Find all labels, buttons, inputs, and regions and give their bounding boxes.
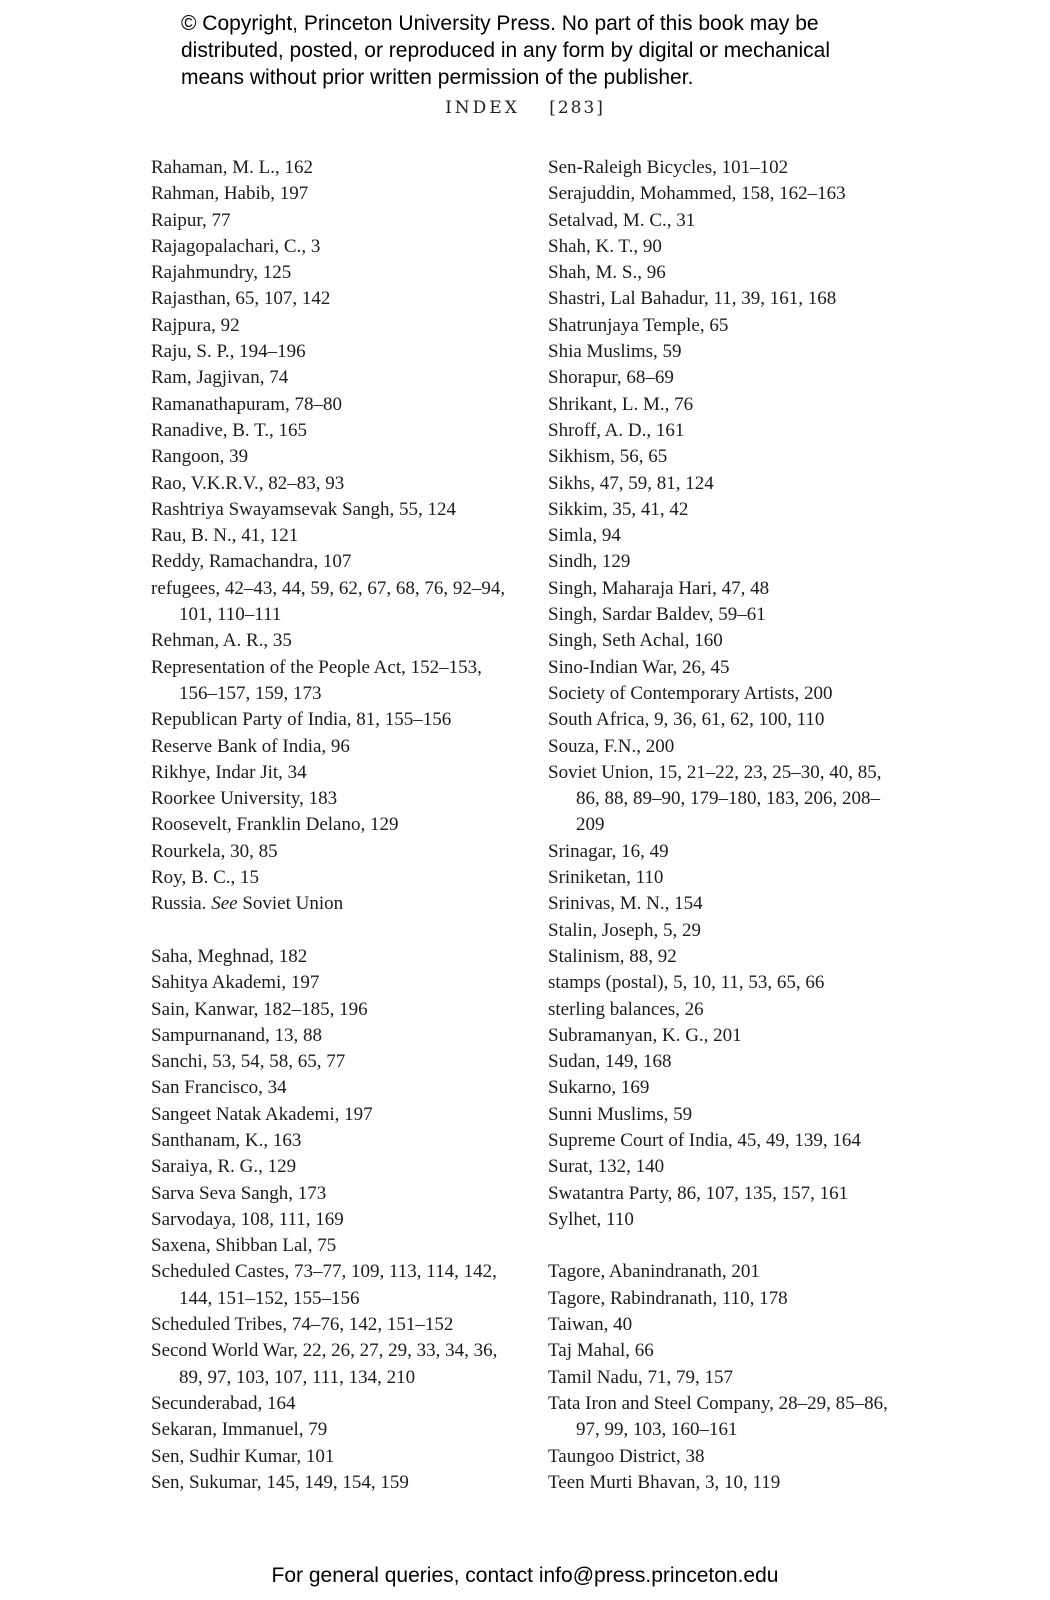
- index-entry: Sikkim, 35, 41, 42: [548, 498, 689, 520]
- index-entry: Srinivas, M. N., 154: [548, 893, 703, 915]
- index-entry: Sen, Sukumar, 145, 149, 154, 159: [151, 1471, 409, 1493]
- index-entry: Russia. See Soviet Union: [151, 893, 344, 915]
- index-entry: Sahitya Akademi, 197: [151, 972, 320, 994]
- index-entry: Tagore, Rabindranath, 110, 178: [548, 1287, 788, 1309]
- see-reference: See: [211, 893, 238, 915]
- index-entry: Sriniketan, 110: [548, 867, 664, 889]
- index-entry: Sen-Raleigh Bicycles, 101–102: [548, 157, 789, 178]
- index-entry: Representation of the People Act, 152–153, 156–157, 159, 173: [151, 656, 482, 704]
- index-entry: Tamil Nadu, 71, 79, 157: [548, 1366, 733, 1388]
- index-entry: Rashtriya Swayamsevak Sangh, 55, 124: [151, 498, 457, 520]
- index-entry: Rao, V.K.R.V., 82–83, 93: [151, 472, 345, 494]
- index-entry: Rajahmundry, 125: [151, 262, 292, 284]
- index-entry: Sylhet, 110: [548, 1208, 634, 1230]
- index-entry: Raipur, 77: [151, 209, 231, 231]
- index-entry: Rajasthan, 65, 107, 142: [151, 288, 331, 310]
- index-entry: Rehman, A. R., 35: [151, 630, 292, 652]
- index-entry: Soviet Union, 15, 21–22, 23, 25–30, 40, 85, 86, 88, 89–90, 179–180, 183, 206, 208–209: [548, 761, 882, 836]
- index-entry: Taiwan, 40: [548, 1314, 633, 1336]
- index-entry: Souza, F.N., 200: [548, 735, 675, 757]
- page-number: [283]: [549, 98, 605, 118]
- index-entry: Simla, 94: [548, 525, 621, 547]
- index-entry: Shroff, A. D., 161: [548, 419, 685, 441]
- index-entry: Stalinism, 88, 92: [548, 945, 677, 967]
- index-entry: Shia Muslims, 59: [548, 341, 682, 363]
- index-entry: Shastri, Lal Bahadur, 11, 39, 161, 168: [548, 288, 837, 310]
- index-entry: Shrikant, L. M., 76: [548, 393, 694, 415]
- index-entry: Saxena, Shibban Lal, 75: [151, 1235, 337, 1257]
- index-entry: South Africa, 9, 36, 61, 62, 100, 110: [548, 709, 825, 731]
- index-entry: Ramanathapuram, 78–80: [151, 393, 343, 415]
- index-entry: Shatrunjaya Temple, 65: [548, 314, 729, 336]
- index-entry: Ranadive, B. T., 165: [151, 419, 308, 441]
- index-entry: Sikhism, 56, 65: [548, 446, 668, 468]
- index-entry: Santhanam, K., 163: [151, 1129, 302, 1151]
- index-entry: Rourkela, 30, 85: [151, 840, 278, 862]
- index-entry: Sanchi, 53, 54, 58, 65, 77: [151, 1051, 346, 1073]
- index-entry: Stalin, Joseph, 5, 29: [548, 919, 702, 941]
- index-entry: Ram, Jagjivan, 74: [151, 367, 289, 389]
- index-column-right: [548, 155, 908, 1496]
- index-entry: Rahaman, M. L., 162: [151, 157, 314, 178]
- index-entry: Sukarno, 169: [548, 1077, 650, 1099]
- index-entry: Sindh, 129: [548, 551, 631, 573]
- index-entry: Shah, M. S., 96: [548, 262, 666, 284]
- index-entry: Serajuddin, Mohammed, 158, 162–163: [548, 183, 846, 205]
- index-entry: Sangeet Natak Akademi, 197: [151, 1103, 373, 1125]
- index-entry: Singh, Maharaja Hari, 47, 48: [548, 577, 770, 599]
- index-entry: Teen Murti Bhavan, 3, 10, 119: [548, 1471, 781, 1493]
- index-entry: Secunderabad, 164: [151, 1392, 296, 1414]
- footer-contact: For general queries, contact info@press.princeton.edu: [271, 1564, 779, 1587]
- index-entry: Sen, Sudhir Kumar, 101: [151, 1445, 335, 1467]
- index-entry: Rikhye, Indar Jit, 34: [151, 761, 307, 783]
- index-entry: Roy, B. C., 15: [151, 867, 260, 889]
- index-entry: Scheduled Tribes, 74–76, 142, 151–152: [151, 1314, 454, 1336]
- index-entry: Sarva Seva Sangh, 173: [151, 1182, 327, 1204]
- index-entry: Saraiya, R. G., 129: [151, 1156, 297, 1178]
- index-entry: Scheduled Castes, 73–77, 109, 113, 114, 142, 144, 151–152, 155–156: [151, 1261, 497, 1309]
- index-entry: Rau, B. N., 41, 121: [151, 525, 299, 547]
- index-entry: Sudan, 149, 168: [548, 1051, 672, 1073]
- index-entry: Raju, S. P., 194–196: [151, 341, 306, 363]
- copyright-line-3: means without prior written permission of the publisher.: [181, 66, 694, 89]
- running-head-label: INDEX: [445, 98, 520, 118]
- index-entry: Setalvad, M. C., 31: [548, 209, 696, 231]
- index-entry: Supreme Court of India, 45, 49, 139, 164: [548, 1129, 861, 1151]
- index-entry: Sikhs, 47, 59, 81, 124: [548, 472, 714, 494]
- index-entry: Subramanyan, K. G., 201: [548, 1024, 742, 1046]
- index-entry: Sain, Kanwar, 182–185, 196: [151, 998, 368, 1020]
- index-entry: Swatantra Party, 86, 107, 135, 157, 161: [548, 1182, 849, 1204]
- index-entry: Srinagar, 16, 49: [548, 840, 669, 862]
- index-entry: Sino-Indian War, 26, 45: [548, 656, 730, 678]
- index-entry: Shah, K. T., 90: [548, 235, 662, 257]
- index-entry: Roorkee University, 183: [151, 788, 338, 810]
- index-entry: Sampurnanand, 13, 88: [151, 1024, 322, 1046]
- index-entry: Taungoo District, 38: [548, 1445, 705, 1467]
- index-entry: Republican Party of India, 81, 155–156: [151, 709, 452, 731]
- index-entry: Second World War, 22, 26, 27, 29, 33, 34, 36, 89, 97, 103, 107, 111, 134, 210: [151, 1340, 498, 1388]
- index-entry: Rangoon, 39: [151, 446, 249, 468]
- index-entry: Sekaran, Immanuel, 79: [151, 1419, 328, 1441]
- copyright-line-1: © Copyright, Princeton University Press. No part of this book may be: [181, 12, 819, 35]
- index-entry: Tata Iron and Steel Company, 28–29, 85–86, 97, 99, 103, 160–161: [548, 1392, 888, 1441]
- index-entry: stamps (postal), 5, 10, 11, 53, 65, 66: [548, 972, 825, 994]
- index-entry: Tagore, Abanindranath, 201: [548, 1261, 760, 1283]
- index-entry: Surat, 132, 140: [548, 1156, 665, 1178]
- index-entry: Rajpura, 92: [151, 314, 240, 336]
- index-entry: Taj Mahal, 66: [548, 1340, 654, 1362]
- index-entry: Sarvodaya, 108, 111, 169: [151, 1208, 344, 1230]
- copyright-notice: [181, 10, 921, 91]
- running-head: [0, 98, 1050, 118]
- index-entry: Society of Contemporary Artists, 200: [548, 682, 833, 704]
- index-entry: San Francisco, 34: [151, 1077, 287, 1099]
- index-entry: Sunni Muslims, 59: [548, 1103, 693, 1125]
- index-entry: sterling balances, 26: [548, 998, 704, 1020]
- index-entry: Rajagopalachari, C., 3: [151, 235, 321, 257]
- index-entry: refugees, 42–43, 44, 59, 62, 67, 68, 76, 92–94, 101, 110–111: [151, 577, 506, 626]
- index-entry: Shorapur, 68–69: [548, 367, 674, 389]
- index-entry: Singh, Sardar Baldev, 59–61: [548, 604, 766, 626]
- index-entry: Roosevelt, Franklin Delano, 129: [151, 814, 399, 836]
- index-entry: Reddy, Ramachandra, 107: [151, 551, 352, 573]
- index-entry: Reserve Bank of India, 96: [151, 735, 350, 757]
- index-column-left: [151, 155, 521, 1496]
- index-entry: Saha, Meghnad, 182: [151, 945, 308, 967]
- index-entry: Singh, Seth Achal, 160: [548, 630, 723, 652]
- copyright-line-2: distributed, posted, or reproduced in any form by digital or mechanical: [181, 39, 831, 62]
- index-entry: Rahman, Habib, 197: [151, 183, 309, 205]
